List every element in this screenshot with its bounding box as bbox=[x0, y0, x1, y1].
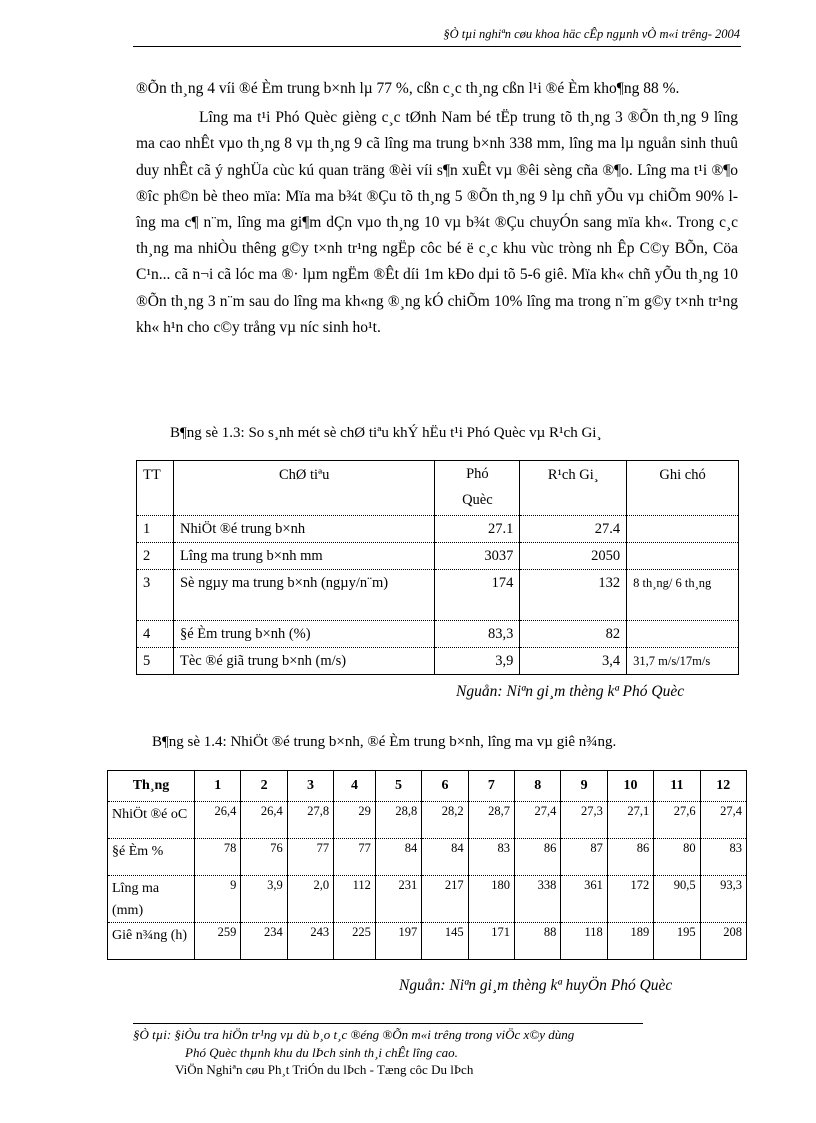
value-cell: 86 bbox=[607, 839, 653, 876]
table2-source: Nguån: Niªn gi¸m thèng kª huyÖn Phó Quèc bbox=[399, 977, 673, 994]
value-cell: 87 bbox=[561, 839, 607, 876]
value-cell: 172 bbox=[607, 876, 653, 923]
row-number: 3 bbox=[137, 570, 174, 621]
value-cell: 243 bbox=[287, 923, 333, 960]
row-label: §é Èm % bbox=[108, 839, 195, 876]
value-cell: 361 bbox=[561, 876, 607, 923]
body-text bbox=[136, 76, 738, 341]
value-cell: 27,4 bbox=[700, 802, 746, 839]
rach-gia-value: 132 bbox=[520, 570, 627, 621]
value-cell: 180 bbox=[468, 876, 514, 923]
value-cell: 27,1 bbox=[607, 802, 653, 839]
month-header: 3 bbox=[287, 771, 333, 802]
value-cell: 88 bbox=[515, 923, 561, 960]
month-header: 9 bbox=[561, 771, 607, 802]
month-header: 12 bbox=[700, 771, 746, 802]
indicator-name: §é Èm trung b×nh (%) bbox=[173, 621, 434, 648]
value-cell: 197 bbox=[375, 923, 421, 960]
value-cell: 3,9 bbox=[241, 876, 287, 923]
value-cell: 90,5 bbox=[654, 876, 700, 923]
value-cell: 9 bbox=[195, 876, 241, 923]
value-cell: 234 bbox=[241, 923, 287, 960]
value-cell: 29 bbox=[334, 802, 376, 839]
footer-line-3: ViÖn Nghiªn cøu Ph¸t TriÓn du lÞch - Tæng côc Du lÞch bbox=[175, 1062, 474, 1077]
phu-quoc-value: 83,3 bbox=[435, 621, 520, 648]
header-cell: Phó Quèc bbox=[435, 461, 520, 516]
footer-line-2: Phó Quèc thµnh khu du lÞch sinh th¸i chÊt lîng cao. bbox=[185, 1045, 458, 1060]
table-row bbox=[137, 516, 739, 543]
table-row bbox=[137, 543, 739, 570]
value-cell: 259 bbox=[195, 923, 241, 960]
note-cell bbox=[627, 543, 739, 570]
rach-gia-value: 2050 bbox=[520, 543, 627, 570]
value-cell: 27,8 bbox=[287, 802, 333, 839]
header-cell: R¹ch Gi¸ bbox=[520, 461, 627, 516]
phu-quoc-value: 3037 bbox=[435, 543, 520, 570]
table-row bbox=[108, 923, 747, 960]
paragraph-1: ®Õn th¸ng 4 víi ®é Èm trung b×nh lµ 77 %, cßn c¸c th¸ng cßn l¹i ®é Èm kho¶ng 88 %. bbox=[136, 80, 680, 97]
month-header: 6 bbox=[422, 771, 468, 802]
header-cell: TT bbox=[137, 461, 174, 516]
value-cell: 231 bbox=[375, 876, 421, 923]
value-cell: 112 bbox=[334, 876, 376, 923]
row-label: NhiÖt ®é oC bbox=[108, 802, 195, 839]
value-cell: 28,7 bbox=[468, 802, 514, 839]
value-cell: 195 bbox=[654, 923, 700, 960]
table1-caption: B¶ng sè 1.3: So s¸nh mét sè chØ tiªu khÝ hËu t¹i Phó Quèc vµ R¹ch Gi¸ bbox=[170, 425, 602, 441]
rach-gia-value: 27.4 bbox=[520, 516, 627, 543]
indicator-name: NhiÖt ®é trung b×nh bbox=[173, 516, 434, 543]
value-cell: 338 bbox=[515, 876, 561, 923]
value-cell: 118 bbox=[561, 923, 607, 960]
note-cell: 8 th¸ng/ 6 th¸ng bbox=[627, 570, 739, 621]
value-cell: 76 bbox=[241, 839, 287, 876]
paragraph-2: Lîng ma t¹i Phó Quèc gièng c¸c tØnh Nam bé tËp trung tõ th¸ng 3 ®Õn th¸ng 9 lîng ma cao nhÊt vµo th¸ng 8 vµ th¸ng 9 cã lîng ma trung b×nh 338 mm, lîng ma lµ nguån sinh thuû duy nhÊt cã ý nghÜa cùc kú quan träng ®èi víi s¶n xuÊt vµ ®êi sèng cña ®¶o. Lîng ma t¹i ®¶o ®îc ph©n bè theo mïa: Mïa ma b¾t ®Çu tõ th¸ng 5 ®Õn th¸ng 9 lµ chñ yÕu vµ chiÕm 90% lîng ma c¶ n¨m, lîng ma gi¶m dÇn vµo th¸ng 10 vµ b¾t ®Çu chuyÓn sang mïa kh«. Trong c¸c th¸ng ma nhiÒu thêng g©y t×nh tr¹ng ngËp côc bé ë c¸c khu vùc tròng nh Êp C©y BÕn, Cöa C¹n... cã n¬i cã lóc ma ®· lµm ngËm ®Êt díi 1m kÐo dµi tõ 5-6 giê. Mïa kh« chñ yÕu th¸ng 10 ®Õn th¸ng 3 n¨m sau do lîng ma kh«ng ®¸ng kÓ chiÕm 10% lîng ma trong n¨m g©y t×nh tr¹ng kh« h¹n cho c©y trång vµ níc sinh ho¹t. bbox=[136, 109, 738, 336]
table-row bbox=[137, 570, 739, 621]
value-cell: 93,3 bbox=[700, 876, 746, 923]
running-header: §Ò tµi nghiªn cøu khoa häc cÊp ngµnh vÒ m«i trêng- 2004 bbox=[443, 27, 740, 41]
row-number: 5 bbox=[137, 648, 174, 675]
indicator-name: Tèc ®é giã trung b×nh (m/s) bbox=[173, 648, 434, 675]
header-cell: ChØ tiªu bbox=[173, 461, 434, 516]
table-row bbox=[108, 876, 747, 923]
value-cell: 2,0 bbox=[287, 876, 333, 923]
month-header: Th¸ng bbox=[108, 771, 195, 802]
month-header: 4 bbox=[334, 771, 376, 802]
table-row bbox=[137, 648, 739, 675]
phu-quoc-value: 3,9 bbox=[435, 648, 520, 675]
table-row bbox=[108, 839, 747, 876]
value-cell: 77 bbox=[287, 839, 333, 876]
table-row bbox=[137, 621, 739, 648]
row-label: Lîng ma (mm) bbox=[108, 876, 195, 923]
indicator-name: Sè ngµy ma trung b×nh (ngµy/n¨m) bbox=[173, 570, 434, 621]
value-cell: 27,4 bbox=[515, 802, 561, 839]
month-header: 8 bbox=[515, 771, 561, 802]
climate-comparison-table bbox=[136, 460, 739, 675]
value-cell: 26,4 bbox=[195, 802, 241, 839]
table2-caption: B¶ng sè 1.4: NhiÖt ®é trung b×nh, ®é Èm trung b×nh, lîng ma vµ giê n¾ng. bbox=[152, 734, 617, 750]
footer-rule bbox=[133, 1023, 643, 1024]
value-cell: 27,3 bbox=[561, 802, 607, 839]
value-cell: 28,8 bbox=[375, 802, 421, 839]
month-header: 10 bbox=[607, 771, 653, 802]
month-header: 11 bbox=[654, 771, 700, 802]
value-cell: 78 bbox=[195, 839, 241, 876]
rach-gia-value: 3,4 bbox=[520, 648, 627, 675]
month-header: 7 bbox=[468, 771, 514, 802]
value-cell: 83 bbox=[468, 839, 514, 876]
phu-quoc-value: 27.1 bbox=[435, 516, 520, 543]
value-cell: 26,4 bbox=[241, 802, 287, 839]
month-header: 2 bbox=[241, 771, 287, 802]
value-cell: 27,6 bbox=[654, 802, 700, 839]
value-cell: 208 bbox=[700, 923, 746, 960]
table-row bbox=[108, 802, 747, 839]
phu-quoc-value: 174 bbox=[435, 570, 520, 621]
value-cell: 83 bbox=[700, 839, 746, 876]
value-cell: 80 bbox=[654, 839, 700, 876]
note-cell bbox=[627, 621, 739, 648]
footer-line-1: §Ò tµi: §iÒu tra hiÖn tr¹ng vµ dù b¸o t¸c ®éng ®Õn m«i trêng trong viÖc x©y dùng bbox=[133, 1027, 575, 1042]
value-cell: 28,2 bbox=[422, 802, 468, 839]
header-rule bbox=[133, 46, 741, 47]
value-cell: 77 bbox=[334, 839, 376, 876]
note-cell bbox=[627, 516, 739, 543]
value-cell: 145 bbox=[422, 923, 468, 960]
row-number: 1 bbox=[137, 516, 174, 543]
value-cell: 84 bbox=[422, 839, 468, 876]
month-header: 5 bbox=[375, 771, 421, 802]
value-cell: 171 bbox=[468, 923, 514, 960]
month-header: 1 bbox=[195, 771, 241, 802]
note-cell: 31,7 m/s/17m/s bbox=[627, 648, 739, 675]
row-label: Giê n¾ng (h) bbox=[108, 923, 195, 960]
indicator-name: Lîng ma trung b×nh mm bbox=[173, 543, 434, 570]
value-cell: 225 bbox=[334, 923, 376, 960]
row-number: 4 bbox=[137, 621, 174, 648]
table1-source: Nguån: Niªn gi¸m thèng kª Phó Quèc bbox=[456, 683, 685, 700]
rach-gia-value: 82 bbox=[520, 621, 627, 648]
value-cell: 189 bbox=[607, 923, 653, 960]
table-header-row bbox=[108, 771, 747, 802]
monthly-climate-table bbox=[107, 770, 747, 960]
value-cell: 84 bbox=[375, 839, 421, 876]
value-cell: 217 bbox=[422, 876, 468, 923]
row-number: 2 bbox=[137, 543, 174, 570]
header-cell: Ghi chó bbox=[627, 461, 739, 516]
table-header-row bbox=[137, 461, 739, 516]
value-cell: 86 bbox=[515, 839, 561, 876]
